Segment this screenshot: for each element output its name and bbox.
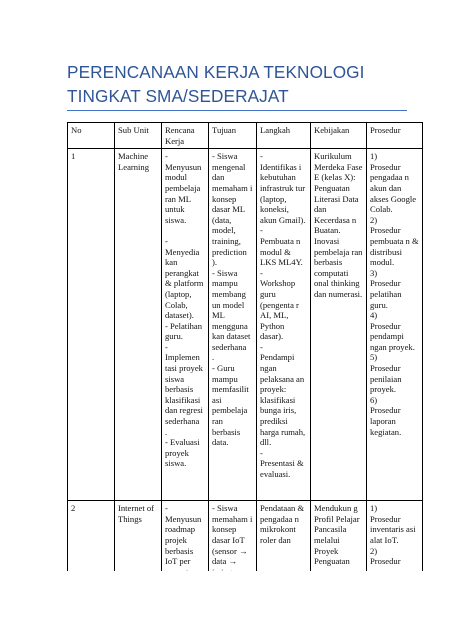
column-header-kebijakan: Kebijakan: [311, 123, 367, 149]
column-header-tujuan: Tujuan: [209, 123, 257, 149]
cell-sub-unit: Machine Learning: [115, 149, 162, 501]
column-header-sub-unit: Sub Unit: [115, 123, 162, 149]
cell-langkah: Pendataan & pengadaa n mikrokont roler dan: [257, 501, 311, 626]
cell-kebijakan: Mendukun g Profil Pelajar Pancasila melalui Proyek Penguatan: [311, 501, 367, 626]
column-header-langkah: Langkah: [257, 123, 311, 149]
cell-tujuan: - Siswa memaham i konsep dasar IoT (sensor → data →: [209, 501, 257, 626]
page-bottom-margin: [0, 571, 474, 632]
cell-tujuan: - Siswa mengenal dan memaham i konsep dasar ML (data, model, training, prediction ). - Siswa mampu membang un model ML mengguna kan dataset sederhana . - Guru mampu memfasilit asi pembelaja ran berbasis data.: [209, 149, 257, 501]
title-divider: [67, 110, 407, 111]
cell-no: 2: [68, 501, 115, 626]
document-title: PERENCANAAN KERJA TEKNOLOGI TINGKAT SMA/SEDERAJAT: [67, 62, 365, 106]
cell-rencana-kerja: - Menyusun roadmap projek berbasis IoT per: [162, 501, 209, 626]
cell-rencana-kerja: - Menyusun modul pembelaja ran ML untuk siswa. - Menyedia kan perangkat & platform (laptop, Colab, dataset). - Pelatihan guru. - Implemen tasi proyek siswa berbasis klasifikasi dan regresi sederhana . - Evaluasi proyek siswa.: [162, 149, 209, 501]
cell-sub-unit: Internet of Things: [115, 501, 162, 626]
cell-langkah: - Identifikas i kebutuhan infrastruk tur (laptop, koneksi, akun Gmail). - Pembuata n modul & LKS ML4Y. - Workshop guru (pengenta r AI, ML, Python dasar). - Pendampi ngan pelaksana an proyek: klasifikasi bunga iris, prediksi harga rumah, dll. - Presentasi & evaluasi.: [257, 149, 311, 501]
cell-prosedur: 1) Prosedur pengadaa n akun dan akses Google Colab. 2) Prosedur pembuata n & distribusi modul. 3) Prosedur pelatihan guru. 4) Prosedur pendampi ngan proyek. 5) Prosedur penilaian proyek. 6) Prosedur laporan kegiatan.: [367, 149, 423, 501]
table-row: [68, 149, 423, 501]
table-header-row: [68, 123, 423, 149]
column-header-prosedur: Prosedur: [367, 123, 423, 149]
work-plan-table: [67, 122, 423, 625]
column-header-rencana-kerja: Rencana Kerja: [162, 123, 209, 149]
column-header-no: No: [68, 123, 115, 149]
cell-prosedur: 1) Prosedur inventaris asi alat IoT. 2) Prosedur: [367, 501, 423, 626]
cell-kebijakan: Kurikulum Merdeka Fase E (kelas X): Penguatan Literasi Data dan Kecerdasa n Buatan. Inovasi pembelaja ran berbasis computati onal thinking dan numerasi.: [311, 149, 367, 501]
cell-no: 1: [68, 149, 115, 501]
